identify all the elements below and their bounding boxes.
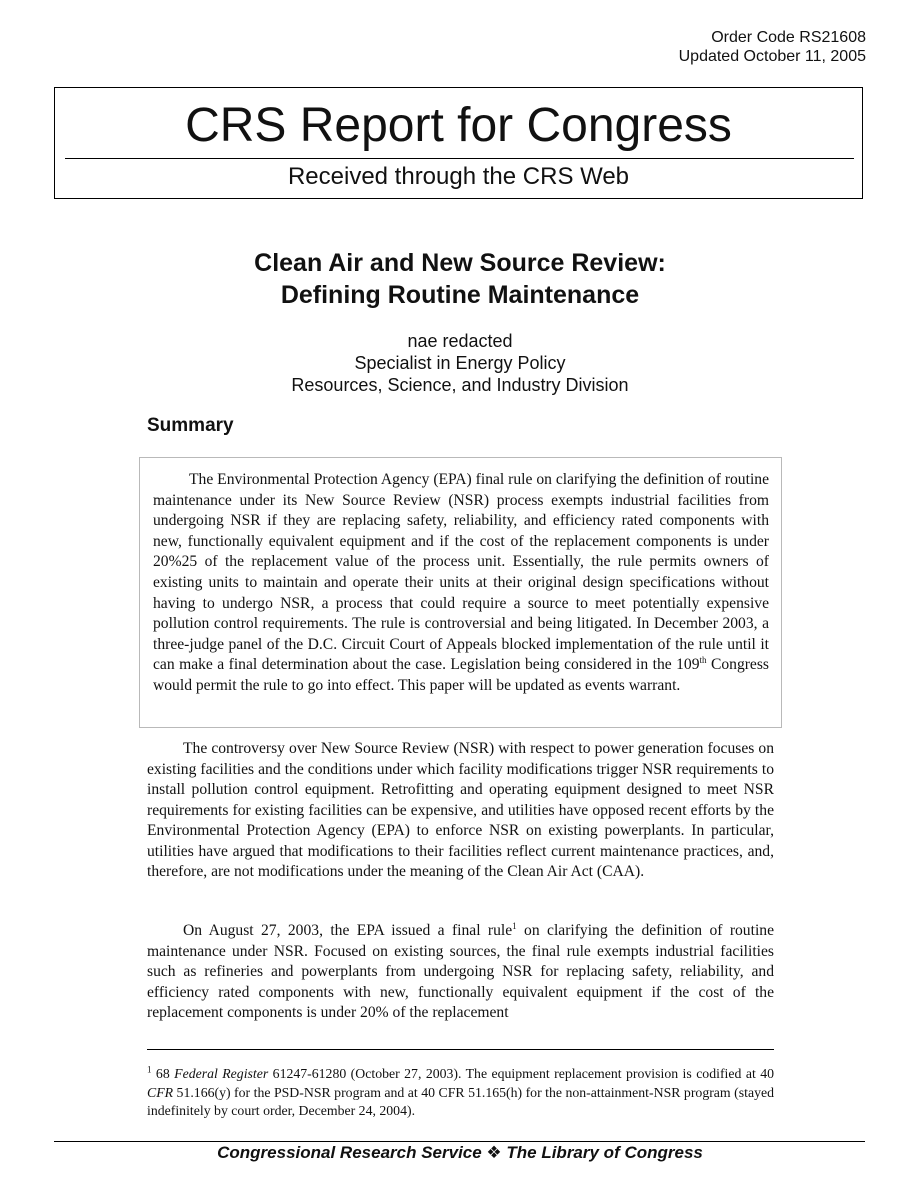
footer-divider: [54, 1141, 865, 1142]
report-title-line1: Clean Air and New Source Review:: [254, 249, 666, 277]
banner-title: CRS Report for Congress: [185, 99, 732, 152]
author-title: Specialist in Energy Policy: [354, 353, 566, 373]
summary-text: [153, 470, 769, 697]
footnote-part2: 61247-61280 (October 27, 2003). The equipment replacement provision is codified at 40: [268, 1066, 775, 1081]
summary-text-end: Congress would permit the rule to go into effect. This paper will be updated as events warrant.: [153, 656, 769, 694]
banner-subtitle: Received through the CRS Web: [287, 163, 630, 190]
banner-divider: [65, 158, 854, 159]
footnote-italic-federal-register: Federal Register: [174, 1066, 269, 1081]
order-code-block: [679, 28, 866, 66]
footnote-1: [147, 1065, 774, 1121]
author-division: Resources, Science, and Industry Division: [291, 375, 629, 395]
crs-banner: [54, 87, 863, 199]
report-title-line2: Defining Routine Maintenance: [280, 281, 640, 309]
body-paragraph-2: [147, 921, 774, 1024]
footnote-ref-1[interactable]: 1: [512, 920, 517, 931]
author-name: nae redacted: [407, 331, 513, 351]
body-paragraph-1: The controversy over New Source Review (NSR) with respect to power generation focuses on existing facilities and the conditions under which facility modifications trigger NSR requirements to install pollution control equipment. Retrofitting and operating equipment designed to meet NSR requirements for existing facilities can be expensive, and utilities have opposed recent efforts by the Environmental Protection Agency (EPA) to enforce NSR on existing powerplants. In particular, utilities have argued that modifications to their facilities reflect current maintenance practices, and, therefore, are not modifications under the meaning of the Clean Air Act (CAA).: [147, 740, 774, 880]
footnote-italic-cfr: CFR: [147, 1084, 174, 1100]
para2-rest: on clarifying the definition of routine maintenance under NSR. Focused on existing sources, the final rule exempts industrial facilities such as refineries and powerplants from undergoing NSR for replacing safety, reliability, and efficiency rated components with new, functionally equivalent equipment if the cost of the replacement components is under 20% of the replacement: [147, 922, 774, 1021]
updated-date: Updated October 11, 2005: [678, 48, 866, 65]
summary-superscript: th: [699, 655, 707, 666]
order-code: Order Code RS21608: [711, 29, 866, 46]
summary-text-main: The Environmental Protection Agency (EPA) final rule on clarifying the definition of routine maintenance under its New Source Review (NSR) process exempts industrial facilities from undergoing NSR if they are replacing safety, reliability, and efficiency rated components with new, functionally equivalent equipment and if the cost of the replacement components is under 20%25 of the replacement value of the process unit. Essentially, the rule permits owners of existing units to maintain and operate their units at their original design specifications without having to undergo NSR, a process that could require a source to meet potentially expensive pollution control requirements. The rule is controversial and being litigated. In December 2003, a three-judge panel of the D.C. Circuit Court of Appeals blocked implementation of the rule until it can make a final determination about the case. Legislation being considered in the 109: [153, 471, 769, 674]
para2-start: On August 27, 2003, the EPA issued a final rule: [183, 922, 513, 939]
footnote-part1: 68: [151, 1066, 175, 1081]
summary-heading: Summary: [147, 415, 234, 436]
report-title: [0, 247, 920, 311]
footnote-divider: [147, 1049, 774, 1050]
footnote-part3: 51.166(y) for the PSD-NSR program and at 40 CFR 51.165(h) for the non-attainment-NSR program (stayed indefinitely by court order, December 24, 2004).: [147, 1084, 774, 1118]
page-footer: Congressional Research Service ❖ The Library of Congress: [217, 1143, 703, 1162]
author-block: [0, 330, 920, 396]
summary-box: [139, 457, 782, 728]
footnote-marker: 1: [147, 1064, 152, 1075]
